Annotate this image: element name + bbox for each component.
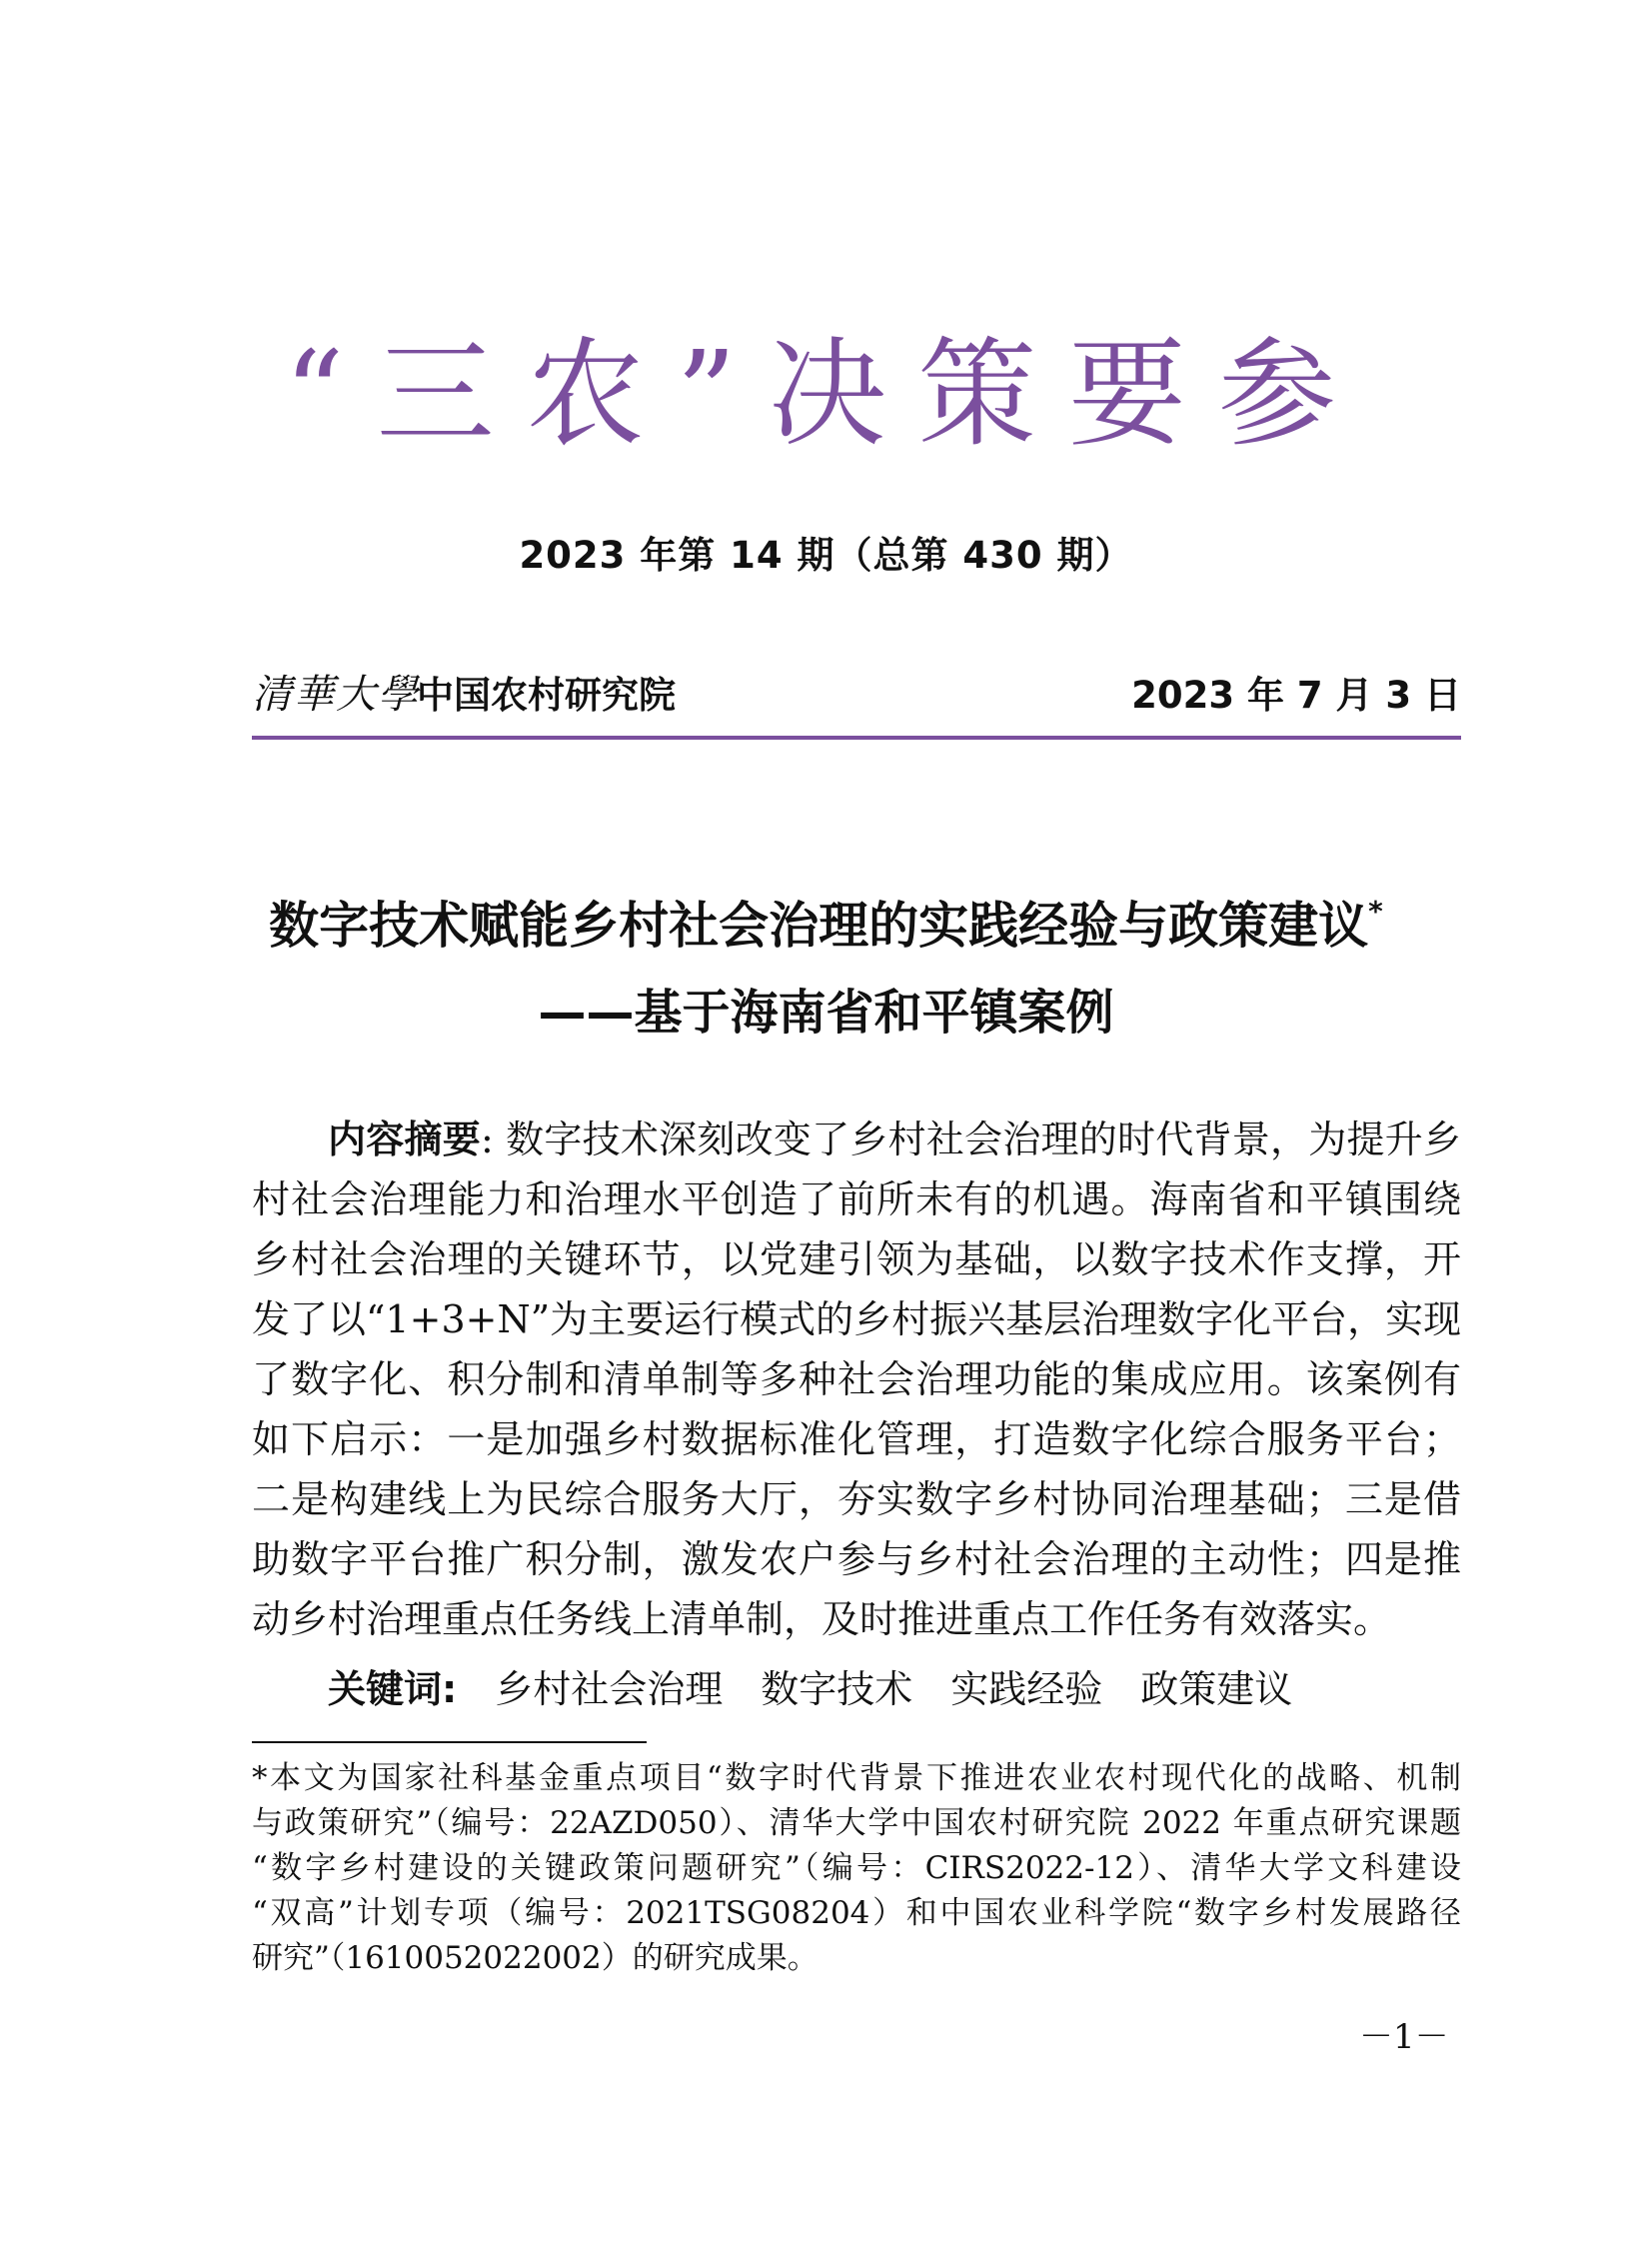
title-footnote-mark: * bbox=[1368, 895, 1383, 928]
footnote-line: “双高”计划专项（编号：2021TSG08204）和中国农业科学院“数字乡村发展路径 bbox=[252, 1895, 1461, 1931]
footnote-line: *本文为国家社科基金重点项目“数字时代背景下推进农业农村现代化的战略、机制 bbox=[252, 1760, 1461, 1796]
abstract-text: : 数字技术深刻改变了乡村社会治理的时代背景，为提升乡 bbox=[480, 1118, 1461, 1161]
institution-row bbox=[252, 663, 1461, 718]
page-number: －1－ bbox=[1359, 2017, 1449, 2057]
footnote-line: 研究”（1610052022002）的研究成果。 bbox=[252, 1940, 819, 1976]
issue-number: 2023 年第 14 期（总第 430 期） bbox=[519, 534, 1133, 577]
article-title-text: 数字技术赋能乡村社会治理的实践经验与政策建议 bbox=[269, 897, 1369, 955]
footnote bbox=[252, 1756, 1461, 1981]
abstract-label: 内容摘要 bbox=[328, 1118, 481, 1161]
masthead-title: “三农”决策要参 bbox=[284, 325, 1368, 463]
abstract-line bbox=[252, 1110, 1461, 1169]
abstract bbox=[252, 1110, 1461, 1649]
institute-name: 中国农村研究院 bbox=[417, 674, 676, 717]
abstract-line: 村社会治理能力和治理水平创造了前所未有的机遇。海南省和平镇围绕 bbox=[252, 1177, 1461, 1221]
keywords-label: 关键词: bbox=[328, 1667, 458, 1711]
footnote-divider bbox=[252, 1741, 647, 1743]
footnote-line: 与政策研究”（编号：22AZD050）、清华大学中国农村研究院 2022 年重点研究课题 bbox=[252, 1805, 1461, 1841]
abstract-line: 发了以“1+3+N”为主要运行模式的乡村振兴基层治理数字化平台，实现 bbox=[252, 1297, 1462, 1341]
keyword: 乡村社会治理 bbox=[495, 1667, 724, 1711]
article-subtitle: ——基于海南省和平镇案例 bbox=[538, 985, 1114, 1041]
abstract-line: 二是构建线上为民综合服务大厅，夯实数字乡村协同治理基础；三是借 bbox=[252, 1477, 1461, 1521]
keyword: 实践经验 bbox=[950, 1667, 1103, 1711]
abstract-line: 动乡村治理重点任务线上清单制，及时推进重点工作任务有效落实。 bbox=[252, 1597, 1392, 1641]
university-logo: 清華大學 bbox=[252, 672, 420, 718]
keyword: 数字技术 bbox=[761, 1667, 913, 1711]
abstract-line: 乡村社会治理的关键环节，以党建引领为基础，以数字技术作支撑，开 bbox=[252, 1237, 1461, 1281]
abstract-line: 助数字平台推广积分制，激发农户参与乡村社会治理的主动性；四是推 bbox=[252, 1537, 1461, 1581]
footnote-line: “数字乡村建设的关键政策问题研究”（编号：CIRS2022-12）、清华大学文科建设 bbox=[252, 1850, 1461, 1886]
keywords bbox=[328, 1659, 1461, 1719]
issue-date: 2023 年 7 月 3 日 bbox=[1131, 674, 1461, 717]
abstract-line: 了数字化、积分制和清单制等多种社会治理功能的集成应用。该案例有 bbox=[252, 1357, 1461, 1401]
article-title bbox=[0, 895, 1652, 956]
abstract-line: 如下启示：一是加强乡村数据标准化管理，打造数字化综合服务平台； bbox=[252, 1417, 1461, 1461]
keyword: 政策建议 bbox=[1140, 1667, 1293, 1711]
header-divider bbox=[252, 736, 1461, 740]
